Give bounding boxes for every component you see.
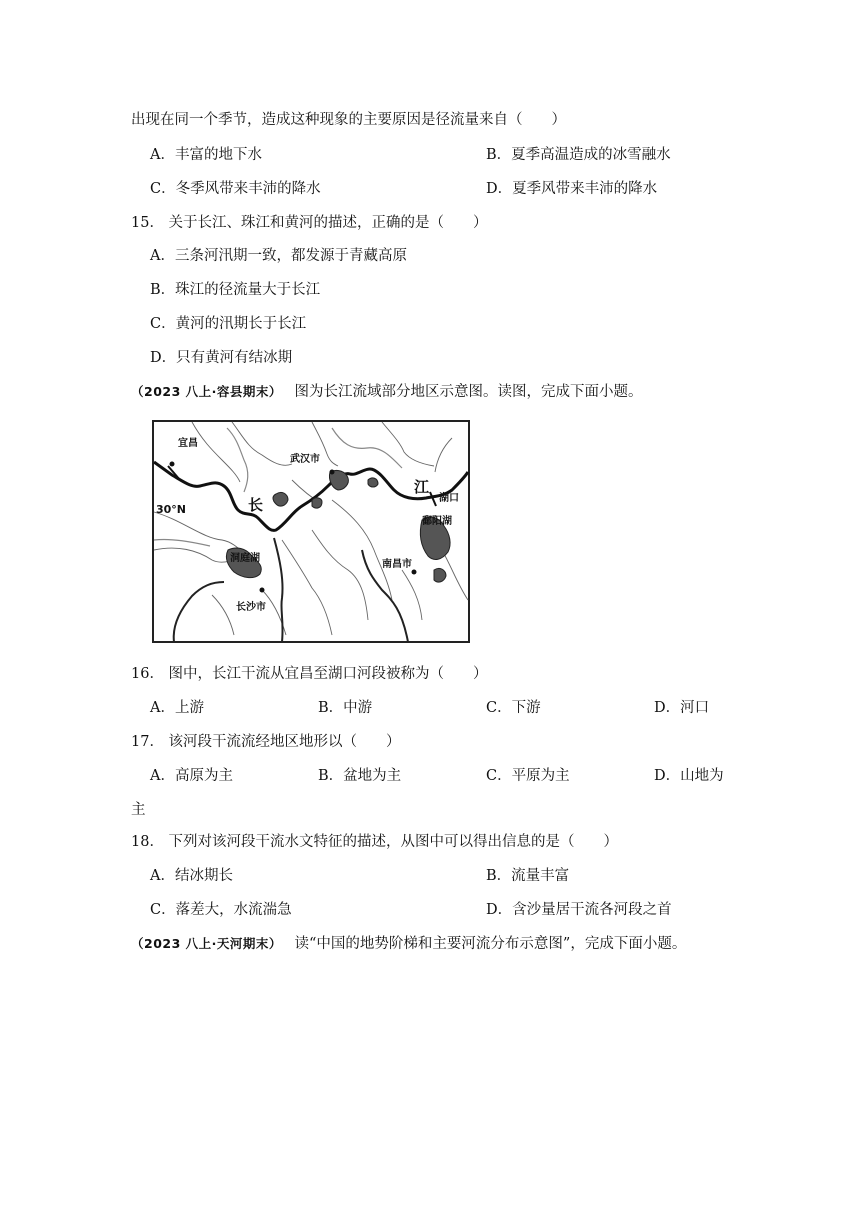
q15-option-d: D．只有黄河有结冰期 <box>150 350 293 366</box>
q17-option-b: B．盆地为主 <box>318 768 402 784</box>
label-dongting: 洞庭湖 <box>230 553 260 564</box>
question-16-stem: 16． 图中，长江干流从宜昌至湖口河段被称为（ ） <box>131 666 488 682</box>
label-poyang: 鄱阳湖 <box>422 516 452 527</box>
group-2-header <box>131 934 686 954</box>
q15-option-b: B．珠江的径流量大于长江 <box>150 282 321 298</box>
q18-option-b: B．流量丰富 <box>486 868 570 884</box>
label-nanchang: 南昌市 <box>382 559 412 570</box>
label-jiang: 江 <box>414 478 430 496</box>
q16-option-c: C．下游 <box>486 700 541 716</box>
question-14-stem-continued: 出现在同一个季节，造成这种现象的主要原因是径流量来自（ ） <box>131 112 566 128</box>
label-latitude: 30°N <box>156 503 187 516</box>
q16-option-d: D．河口 <box>654 700 710 716</box>
group-2-source: （2023 八上·天河期末） <box>131 936 282 951</box>
q17-option-a: A．高原为主 <box>150 768 233 784</box>
q15-option-a: A．三条河汛期一致，都发源于青藏高原 <box>150 248 407 264</box>
q18-option-d: D．含沙量居干流各河段之首 <box>486 902 672 918</box>
yangtze-basin-map <box>152 420 470 644</box>
question-17-stem: 17． 该河段干流流经地区地形以（ ） <box>131 734 401 750</box>
group-1-intro: 图为长江流域部分地区示意图。读图，完成下面小题。 <box>294 384 643 400</box>
label-wuhan: 武汉市 <box>290 454 320 465</box>
group-1-header <box>131 382 643 402</box>
label-hukou: 湖口 <box>439 493 459 504</box>
question-15-stem: 15． 关于长江、珠江和黄河的描述，正确的是（ ） <box>131 215 488 231</box>
q16-option-a: A．上游 <box>150 700 204 716</box>
label-chang: 长 <box>248 496 264 514</box>
q14-option-a: A．丰富的地下水 <box>150 147 262 163</box>
q18-option-c: C．落差大，水流湍急 <box>150 902 292 918</box>
q17-option-d-wrap: 主 <box>131 802 146 818</box>
label-changsha: 长沙市 <box>236 602 266 613</box>
q17-option-c: C．平原为主 <box>486 768 570 784</box>
group-2-intro: 读“中国的地势阶梯和主要河流分布示意图”，完成下面小题。 <box>294 936 687 952</box>
q15-option-c: C．黄河的汛期长于长江 <box>150 316 307 332</box>
q14-option-b: B．夏季高温造成的冰雪融水 <box>486 147 671 163</box>
q16-option-b: B．中游 <box>318 700 373 716</box>
question-18-stem: 18． 下列对该河段干流水文特征的描述，从图中可以得出信息的是（ ） <box>131 834 619 850</box>
q17-option-d: D．山地为 <box>654 768 724 784</box>
q14-option-d: D．夏季风带来丰沛的降水 <box>486 181 658 197</box>
label-yichang: 宜昌 <box>178 438 198 449</box>
q14-option-c: C．冬季风带来丰沛的降水 <box>150 181 321 197</box>
group-1-source: （2023 八上·容县期末） <box>131 384 282 399</box>
q18-option-a: A．结冰期长 <box>150 868 233 884</box>
